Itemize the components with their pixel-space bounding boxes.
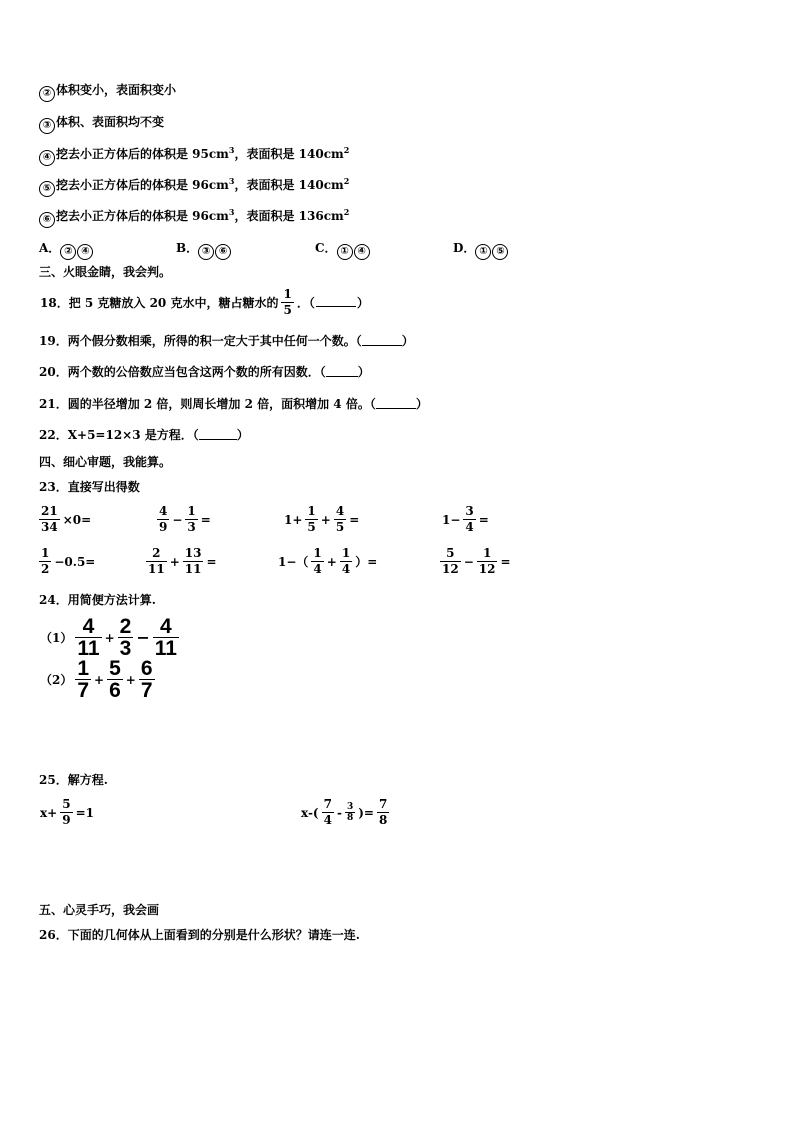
question-20: 20．两个数的公倍数应当包含这两个数的所有因数．（ ） (39, 365, 370, 379)
expression-4: 1− $\frac{3}{4}$ = (442, 504, 489, 534)
choice-d[interactable]: D． ① ⑤ (453, 240, 509, 260)
expression-8: $\frac{5}{12}$ − $\frac{1}{12}$ = (442, 546, 511, 576)
question-23-title: 23．直接写出得数 (39, 480, 140, 494)
expression-5: $\frac{1}{2}$ −0.5= (41, 546, 96, 576)
equation-2: x-( $\frac{7}{4}$ - $\frac{3}{8}$ )= $\frac{7}{8}$ (301, 797, 388, 827)
expression-2: $\frac{4}{9}$ − $\frac{1}{3}$ = (159, 504, 211, 534)
option-4: ④ 挖去小正方体后的体积是 $95cm^3$，表面积是 $140cm^2$ (39, 146, 349, 166)
answer-blank[interactable] (362, 333, 402, 346)
choice-c[interactable]: C． ① ④ (315, 240, 371, 260)
circled-number: ② (39, 86, 55, 102)
section-heading-4: 四、细心审题，我能算。 (39, 455, 172, 469)
simplify-problem-2: （2） $\frac{1}{7}$ + $\frac{5}{6}$ + $\frac{6}{7}$ (40, 657, 153, 702)
circled-number: ⑤ (39, 181, 55, 197)
simplify-problem-1: （1） $\frac{4}{11}$ + $\frac{2}{3}$ − $\frac{4}{11}$ (40, 615, 177, 660)
circled-number: ⑥ (39, 212, 55, 228)
question-24-title: 24．用简便方法计算. (39, 593, 156, 607)
section-heading-3: 三、火眼金睛，我会判。 (39, 265, 172, 279)
expression-1: $\frac{21}{34}$ ×0= (41, 504, 92, 534)
circled-number: ③ (39, 118, 55, 134)
section-heading-5: 五、心灵手巧，我会画 (39, 903, 160, 917)
choice-a[interactable]: A． ② ④ (39, 240, 94, 260)
question-26: 26．下面的几何体从上面看到的分别是什么形状？请连一连. (39, 928, 360, 942)
question-18: 18．把 5 克糖放入 20 克水中，糖占糖水的 $\frac{1}{5}$ ．（ ） (40, 287, 369, 317)
expression-6: $\frac{2}{11}$ + $\frac{13}{11}$ = (148, 546, 217, 576)
option-5: ⑤ 挖去小正方体后的体积是 $96cm^3$，表面积是 $140cm^2$ (39, 177, 349, 197)
circled-number: ④ (39, 150, 55, 166)
option-3: ③ 体积、表面积均不变 (39, 114, 164, 134)
expression-7: 1−（ $\frac{1}{4}$ + $\frac{1}{4}$ ）= (278, 546, 378, 576)
answer-blank[interactable] (316, 294, 356, 307)
question-21: 21．圆的半径增加 2 倍，则周长增加 2 倍，面积增加 4 倍。（ ） (39, 397, 428, 411)
question-22: 22．X+5=12×3 是方程．（ ） (39, 428, 249, 442)
question-19: 19．两个假分数相乘，所得的积一定大于其中任何一个数。（ ） (39, 334, 414, 348)
answer-blank[interactable] (326, 364, 358, 377)
question-25-title: 25．解方程. (39, 773, 108, 787)
option-6: ⑥ 挖去小正方体后的体积是 $96cm^3$，表面积是 $136cm^2$ (39, 208, 349, 228)
fraction: $\frac{1}{5}$ (283, 287, 292, 317)
equation-1: x+ $\frac{5}{9}$ =1 (40, 797, 94, 827)
answer-blank[interactable] (199, 427, 237, 440)
answer-blank[interactable] (376, 396, 416, 409)
choice-b[interactable]: B． ③ ⑥ (176, 240, 232, 260)
option-2: ② 体积变小，表面积变小 (39, 82, 176, 102)
expression-3: 1+ $\frac{1}{5}$ + $\frac{4}{5}$ = (284, 504, 360, 534)
